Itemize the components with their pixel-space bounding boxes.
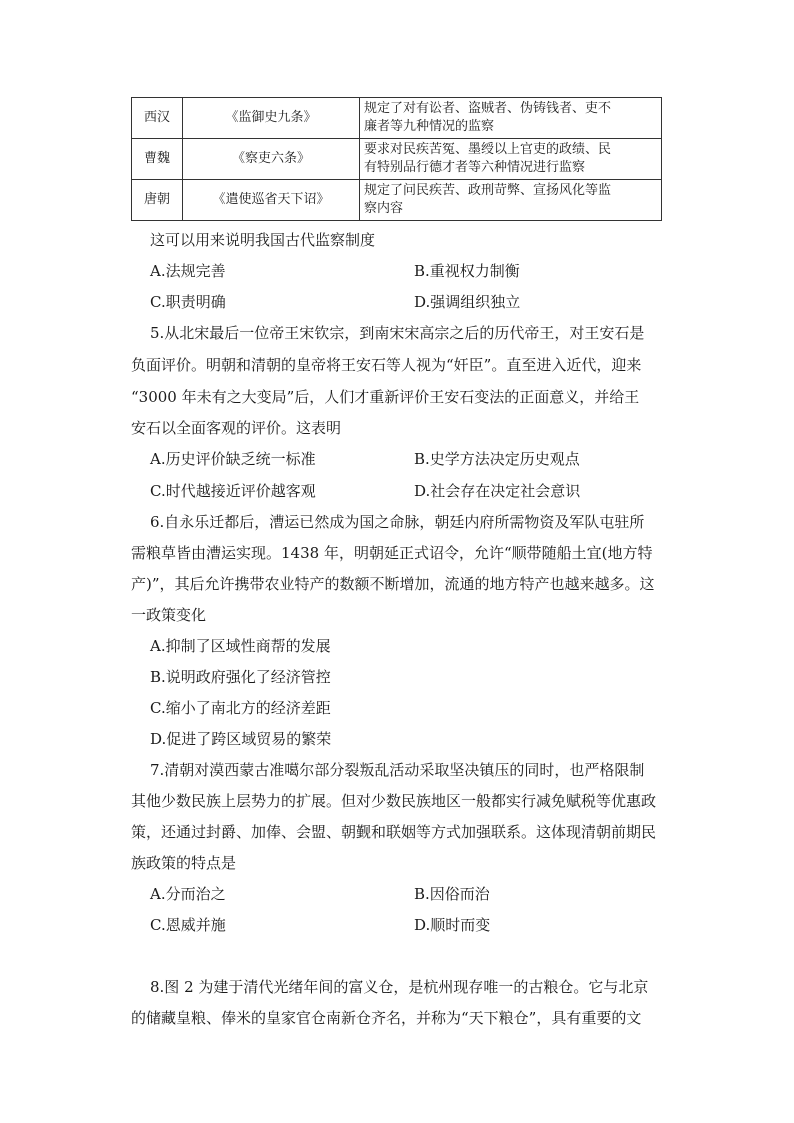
content-line: 有特别品行德才者等六种情况进行监察: [364, 160, 586, 175]
content-line: 察内容: [364, 201, 404, 216]
q6-option-c[interactable]: C.缩小了南北方的经济差距: [150, 699, 331, 717]
content-cell: [360, 180, 662, 221]
q6-option-d[interactable]: D.促进了跨区域贸易的繁荣: [150, 730, 332, 748]
q7-option-d[interactable]: D.顺时而变: [414, 916, 491, 934]
q4-stem: 这可以用来说明我国古代监察制度: [150, 231, 376, 249]
document-cell: 《遣使巡省天下诏》: [183, 180, 360, 221]
q5-option-c[interactable]: C.时代越接近评价越客观: [150, 482, 316, 500]
document-cell: 《察吏六条》: [183, 139, 360, 180]
q5-line: “3000 年未有之大变局”后，人们才重新评价王安石变法的正面意义，并给王: [131, 388, 640, 406]
q7-line: 7.清朝对漠西蒙古准噶尔部分裂叛乱活动采取坚决镇压的同时，也严格限制: [150, 761, 645, 779]
q4-option-b[interactable]: B.重视权力制衡: [414, 262, 520, 280]
q5-option-d[interactable]: D.社会存在决定社会意识: [414, 482, 581, 500]
q4-option-c[interactable]: C.职责明确: [150, 293, 226, 311]
table-row: [132, 180, 662, 221]
q5-line: 5.从北宋最后一位帝王宋钦宗，到南宋宋高宗之后的历代帝王，对王安石是: [150, 324, 645, 342]
q4-option-d[interactable]: D.强调组织独立: [414, 293, 521, 311]
content-line: 规定了问民疾苦、政刑苛弊、宣扬风化等监: [364, 183, 612, 198]
q6-line: 一政策变化: [131, 606, 207, 624]
q6-line: 需粮草皆由漕运实现。1438 年，明朝延正式诏令，允许“顺带随船土宜(地方特: [131, 544, 653, 562]
q6-line: 产)”，其后允许携带农业特产的数额不断增加，流通的地方特产也越来越多。这: [131, 575, 655, 593]
q4-option-a[interactable]: A.法规完善: [150, 262, 226, 280]
q6-option-b[interactable]: B.说明政府强化了经济管控: [150, 668, 331, 686]
q7-option-c[interactable]: C.恩威并施: [150, 916, 226, 934]
q7-option-b[interactable]: B.因俗而治: [414, 885, 490, 903]
q5-line: 安石以全面客观的评价。这表明: [131, 419, 342, 437]
content-cell: [360, 98, 662, 139]
dynasty-cell: 唐朝: [132, 180, 183, 221]
q7-line: 其他少数民族上层势力的扩展。但对少数民族地区一般都实行减免赋税等优惠政: [131, 792, 657, 810]
table-row: [132, 139, 662, 180]
dynasty-cell: 曹魏: [132, 139, 183, 180]
q6-line: 6.自永乐迁都后，漕运已然成为国之命脉，朝廷内府所需物资及军队屯驻所: [150, 513, 645, 531]
content-cell: [360, 139, 662, 180]
q5-option-a[interactable]: A.历史评价缺乏统一标准: [150, 450, 316, 468]
dynasty-cell: 西汉: [132, 98, 183, 139]
q7-line: 策，还通过封爵、加俸、会盟、朝觐和联姻等方式加强联系。这体现清朝前期民: [131, 823, 657, 841]
content-line: 规定了对有讼者、盗贼者、伪铸钱者、吏不: [364, 101, 612, 116]
table-row: [132, 98, 662, 139]
q7-line: 族政策的特点是: [131, 854, 237, 872]
content-line: 要求对民疾苦冤、墨绶以上官吏的政绩、民: [364, 142, 612, 157]
q7-option-a[interactable]: A.分而治之: [150, 885, 226, 903]
q8-line: 的储藏皇粮、俸米的皇家官仓南新仓齐名，并称为“天下粮仓”，具有重要的文: [131, 1009, 642, 1027]
q6-option-a[interactable]: A.抑制了区域性商帮的发展: [150, 637, 331, 655]
content-line: 廉者等九种情况的监察: [364, 119, 495, 134]
document-cell: 《监御史九条》: [183, 98, 360, 139]
q8-line: 8.图 2 为建于清代光绪年间的富义仓，是杭州现存唯一的古粮仓。它与北京: [150, 978, 649, 996]
supervision-table: [131, 97, 662, 221]
q5-option-b[interactable]: B.史学方法决定历史观点: [414, 450, 580, 468]
q5-line: 负面评价。明朝和清朝的皇帝将王安石等人视为“奸臣”。直至进入近代，迎来: [131, 356, 642, 374]
